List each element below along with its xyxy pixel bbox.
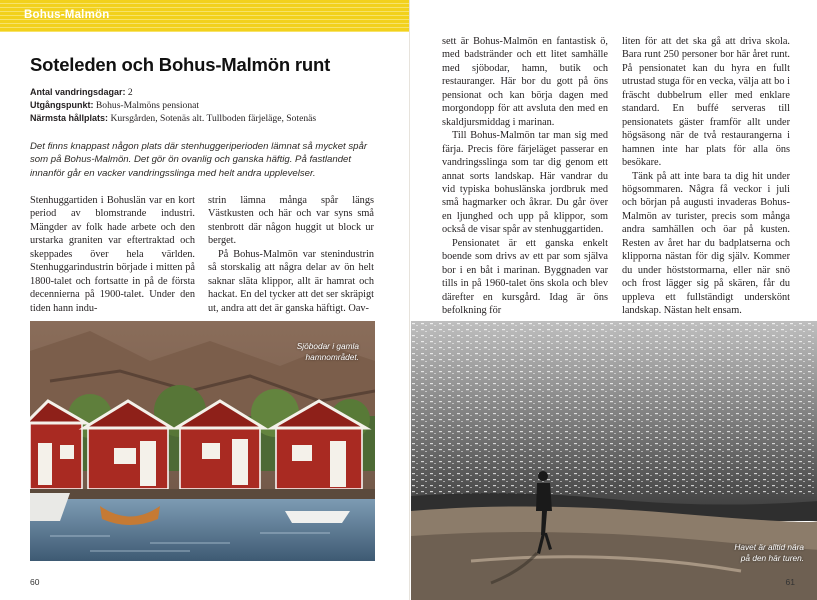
paragraph: liten för att det ska gå att driva skola. Bara runt 250 personer bor här året runt. På pensionatet kan du hyra en fullt utrustad stuga för en vecka, välja att bo i fräscht dubbelrum eller med enklare standard. En buffé serveras till pensionatets gäster framför allt under högsäsong när de två restaurangerna i hamnen inte har plats för alla öns besökare. (622, 36, 790, 169)
boathouses-photo (30, 321, 375, 561)
paragraph: strin lämna många spår längs Västkusten och här och var syns små stenbrott där någon huggit ut block ur berget. (208, 195, 374, 247)
paragraph: Pensionatet är ett ganska enkelt boende som drivs av ett par som själva bor i en båt i marinan. Byggnaden var tills in på 1960-talet öns skola och blev därefter en kursgård. Idag är öns befolkning för (442, 237, 608, 317)
page-number: 61 (785, 577, 795, 587)
text-column-4 (622, 35, 790, 318)
paragraph: sett är Bohus-Malmön en fantastisk ö, med badstränder och ett litet samhälle med sjöbodar, hamn, butik och restauranger. Här bor du gott på öns pensionat och kan börja dagen med morgondopp för att avsluta den med en skaldjursmiddag i marinan. (442, 36, 608, 128)
sea-photo (411, 321, 817, 600)
paragraph: Till Bohus-Malmön tar man sig med färja. Precis före färjeläget passerar en vandringsslinga som tar dig genom ett annat sorts landskap. Här vandrar du vid typiska bohuslänska jordbruk med små hagmarker och åkrar. Du går över en ljunghed och upp på klippor, som också de visar spår av stenhuggartiden. (442, 130, 608, 236)
section-label: Bohus-Malmön (24, 9, 110, 21)
photo-caption: Sjöbodar i gamla hamnområdet. (296, 341, 359, 362)
trail-facts (30, 86, 316, 125)
article-intro: Det finns knappast någon plats där stenhuggeriperioden lämnat så mycket spår som på Bohus-Malmön. Det gör ön ovanlig och ganska häftig. På fastlandet innanför går en vacker vandringsslinga med helt andra upplevelser. (30, 141, 368, 179)
article-title: Soteleden och Bohus-Malmön runt (30, 54, 331, 75)
text-column-3 (442, 35, 608, 318)
text-column-1 (30, 194, 195, 315)
paragraph: Tänk på att inte bara ta dig hit under högsommaren. Några få veckor i juli och början på augusti invaderas Bohus-Malmön av turister, precis som många andra samhällen och öar på kusten. Resten av året har du badplatserna och klipporna nästan för dig själv. Kommer du under höststormarna, eller när snö och frost lägger sig på skären, får du uppleva ett fullständigt underskönt landskap. Nästan helt ensam. (622, 170, 790, 317)
fact-stop: Närmsta hållplats: Kursgården, Sotenäs alt. Tullboden färjeläge, Sotenäs (30, 113, 317, 124)
fact-start: Utgångspunkt: Bohus-Malmöns pensionat (30, 100, 200, 111)
paragraph: Stenhuggartiden i Bohuslän var en kort period av blomstrande industri. Mängder av folk hade arbete och den urstarka graniten var eftertraktad och skeppades över hela världen. Stenhuggarindustrin började i mitten på 1800-talet och fortsatte in på de första decennierna på 1900-talet. Under den tiden hann indu- (30, 195, 195, 314)
photo-caption: Havet är alltid nära på den här turen. (734, 542, 804, 563)
fact-days: Antal vandringsdagar: 2 (30, 87, 133, 98)
text-column-2 (208, 194, 374, 315)
page-number: 60 (30, 577, 40, 587)
right-page (409, 0, 817, 600)
section-header-band (0, 0, 409, 32)
paragraph: På Bohus-Malmön var stenindustrin så storskalig att några delar av ön helt saknar släta klippor, allt är hamrat och hackat. En del tycker att det ser skräpigt ut, andra att det är ganska häftigt. Oav- (208, 248, 374, 314)
